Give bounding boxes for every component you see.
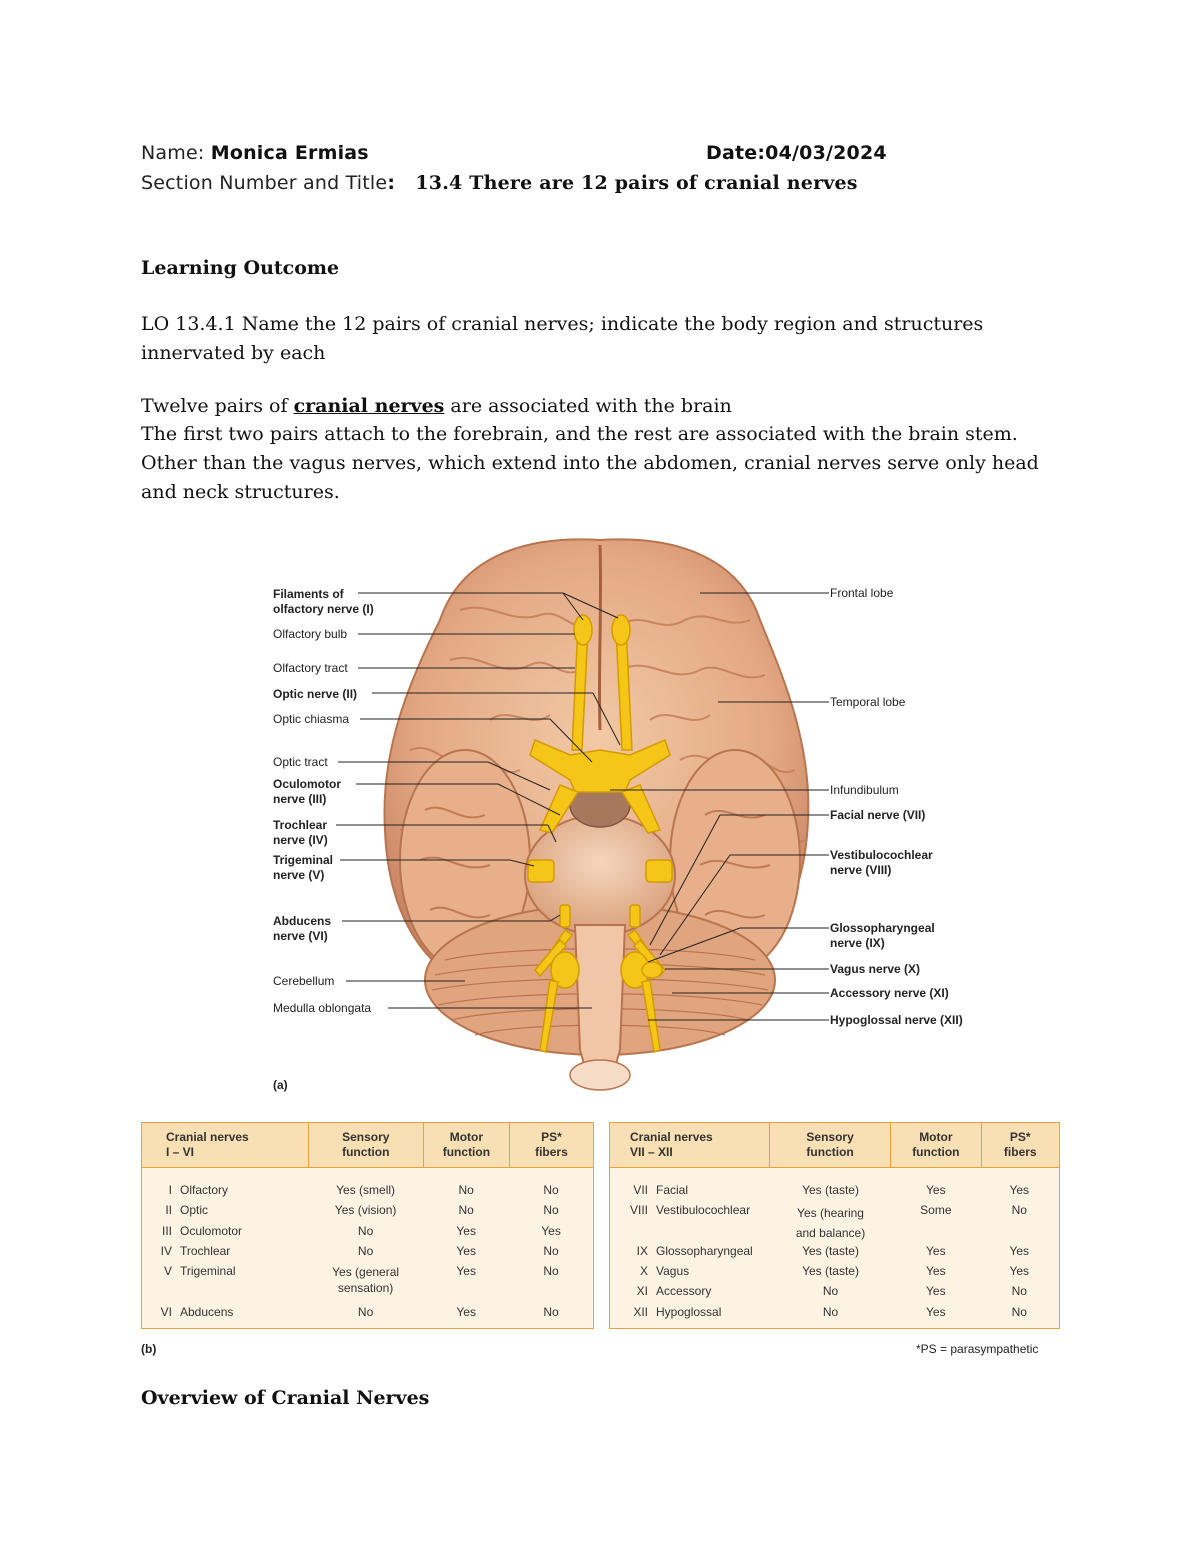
row-name: Facial xyxy=(656,1183,689,1197)
label-frontal-lobe: Frontal lobe xyxy=(830,586,894,600)
label-optic-nerve: Optic nerve (II) xyxy=(273,687,358,701)
row-motor: Yes xyxy=(456,1264,476,1279)
row-name: Glossopharyngeal xyxy=(656,1243,753,1258)
panel-a-label: (a) xyxy=(273,1078,288,1092)
intro-paragraph-1 xyxy=(141,392,1061,421)
intro-text-after: are associated with the brain xyxy=(444,395,732,417)
row-name: Olfactory xyxy=(180,1183,229,1197)
name-label: Name: xyxy=(141,142,205,164)
label-glossopharyngeal-nerve xyxy=(830,921,935,951)
label-line: Filaments of xyxy=(273,587,344,601)
label-oculomotor-nerve xyxy=(273,777,341,807)
row-sensory: Yes (smell) xyxy=(336,1183,396,1197)
row-name: Trigeminal xyxy=(180,1264,236,1279)
col-header-nerves: Cranial nerves VII – XII xyxy=(610,1123,770,1167)
row-ps: No xyxy=(543,1183,559,1197)
table-body xyxy=(610,1168,1059,1325)
label-line: nerve (VIII) xyxy=(830,863,892,877)
row-name: Accessory xyxy=(656,1284,712,1299)
col-header-sensory: Sensory function xyxy=(309,1123,424,1167)
table-header xyxy=(610,1123,1059,1168)
cranial-nerves-table-vii-xii xyxy=(609,1122,1060,1329)
row-motor: No xyxy=(458,1203,474,1218)
row-ps: No xyxy=(1011,1304,1027,1319)
label-line: Vestibulocochlear xyxy=(830,848,933,862)
row-num: III xyxy=(161,1223,172,1238)
row-num: XI xyxy=(636,1284,648,1299)
row-ps: No xyxy=(1011,1284,1027,1299)
intro-paragraph-2: The first two pairs attach to the forebrain, and the rest are associated with the brain stem. Other than the vagus nerves, which extend into the abdomen, cranial nerves serve only head and neck structures. xyxy=(141,423,1039,503)
label-optic-tract: Optic tract xyxy=(273,755,328,769)
row-ps: No xyxy=(543,1203,559,1218)
table-row xyxy=(610,1305,1059,1325)
label-temporal-lobe: Temporal lobe xyxy=(830,695,906,709)
label-vestibulocochlear-nerve xyxy=(830,848,933,878)
row-motor: Yes xyxy=(926,1243,946,1258)
label-line: Trochlear xyxy=(273,818,328,832)
section-colon: : xyxy=(387,172,396,194)
table-row xyxy=(610,1183,1059,1203)
row-num: VIII xyxy=(629,1203,648,1218)
intro-text-before: Twelve pairs of xyxy=(141,395,294,417)
row-motor: Yes xyxy=(926,1183,946,1197)
brain-figure xyxy=(260,530,1000,1100)
col-header-ps: PS* fibers xyxy=(1003,1130,1037,1159)
label-olfactory-bulb: Olfactory bulb xyxy=(273,627,348,641)
label-line: Abducens xyxy=(273,914,332,928)
row-sensory: Yes (general sensation) xyxy=(332,1265,400,1296)
row-sensory: No xyxy=(822,1304,839,1319)
label-optic-chiasma: Optic chiasma xyxy=(273,712,350,726)
row-sensory: No xyxy=(822,1284,839,1299)
row-num: IX xyxy=(636,1243,648,1258)
table-row xyxy=(142,1183,593,1203)
label-medulla-oblongata: Medulla oblongata xyxy=(273,1001,372,1015)
row-name: Oculomotor xyxy=(180,1223,243,1238)
row-name: Optic xyxy=(180,1203,209,1218)
row-ps: Yes xyxy=(1009,1183,1030,1197)
row-name: Abducens xyxy=(180,1304,234,1319)
label-filaments-olfactory xyxy=(273,587,374,617)
table-row xyxy=(142,1203,593,1223)
section-label: Section Number and Title xyxy=(141,172,388,194)
label-olfactory-tract: Olfactory tract xyxy=(273,661,348,675)
row-num: I xyxy=(168,1183,172,1197)
col-header-sensory: Sensory function xyxy=(770,1123,891,1167)
label-line: nerve (IX) xyxy=(830,936,885,950)
table-body xyxy=(142,1168,593,1325)
date-line xyxy=(706,142,887,164)
label-trigeminal-nerve xyxy=(273,853,333,883)
panel-b-label: (b) xyxy=(141,1342,157,1356)
row-motor: Yes xyxy=(926,1284,946,1299)
table-row xyxy=(142,1244,593,1264)
learning-outcome-heading: Learning Outcome xyxy=(141,257,340,279)
date-label: Date: xyxy=(706,142,766,164)
row-name: Hypoglossal xyxy=(656,1304,722,1319)
table-row xyxy=(610,1284,1059,1304)
row-name: Trochlear xyxy=(180,1243,231,1258)
row-motor: No xyxy=(458,1183,474,1197)
label-line: olfactory nerve (I) xyxy=(273,602,374,616)
col-header-motor: Motor function xyxy=(424,1123,510,1167)
row-sensory: Yes (taste) xyxy=(802,1243,859,1258)
label-line: nerve (V) xyxy=(273,868,325,882)
cranial-nerves-term: cranial nerves xyxy=(293,395,445,417)
label-line: Glossopharyngeal xyxy=(830,921,935,935)
label-line: nerve (III) xyxy=(273,792,327,806)
row-motor: Yes xyxy=(926,1264,946,1279)
cranial-nerves-table-i-vi xyxy=(141,1122,594,1329)
row-name: Vagus xyxy=(656,1264,690,1279)
col-header-ps: PS* fibers xyxy=(535,1130,568,1159)
table-row xyxy=(142,1264,593,1305)
section-title: 13.4 There are 12 pairs of cranial nerves xyxy=(415,172,858,194)
col-header-nerves: Cranial nerves I – VI xyxy=(142,1123,309,1167)
row-num: IV xyxy=(160,1243,172,1258)
table-row xyxy=(610,1203,1059,1244)
row-motor: Yes xyxy=(456,1223,476,1238)
date-value: 04/03/2024 xyxy=(765,142,887,164)
row-num: VII xyxy=(633,1183,648,1197)
row-motor: Yes xyxy=(456,1304,476,1319)
row-sensory: No xyxy=(357,1304,374,1319)
name-line xyxy=(141,142,369,164)
row-ps: Yes xyxy=(1009,1264,1030,1279)
row-num: X xyxy=(639,1264,648,1279)
label-hypoglossal-nerve: Hypoglossal nerve (XII) xyxy=(830,1013,963,1027)
row-sensory: Yes (vision) xyxy=(334,1203,397,1218)
label-infundibulum: Infundibulum xyxy=(830,783,899,797)
table-row xyxy=(142,1224,593,1244)
label-cerebellum: Cerebellum xyxy=(273,974,335,988)
label-facial-nerve: Facial nerve (VII) xyxy=(830,808,926,822)
label-vagus-nerve: Vagus nerve (X) xyxy=(830,962,921,976)
row-sensory: No xyxy=(357,1243,374,1258)
row-ps: No xyxy=(543,1264,559,1279)
overview-heading: Overview of Cranial Nerves xyxy=(141,1387,430,1409)
section-line xyxy=(141,172,858,194)
row-motor: Yes xyxy=(926,1304,946,1319)
row-sensory: Yes (taste) xyxy=(802,1264,859,1279)
row-ps: Yes xyxy=(541,1223,561,1238)
label-line: nerve (IV) xyxy=(273,833,328,847)
row-motor: Some xyxy=(920,1203,952,1218)
lo-text: LO 13.4.1 Name the 12 pairs of cranial nerves; indicate the body region and structures innervated by each xyxy=(141,313,984,364)
label-line: Trigeminal xyxy=(273,853,334,867)
table-row xyxy=(142,1305,593,1325)
row-num: XII xyxy=(633,1304,648,1319)
row-motor: Yes xyxy=(456,1243,476,1258)
row-ps: Yes xyxy=(1009,1243,1030,1258)
label-trochlear-nerve xyxy=(273,818,328,848)
name-value: Monica Ermias xyxy=(210,142,369,164)
row-sensory: No xyxy=(357,1223,374,1238)
row-name: Vestibulocochlear xyxy=(656,1203,751,1218)
table-row xyxy=(610,1264,1059,1284)
row-num: V xyxy=(163,1264,172,1279)
row-sensory: Yes (hearing and balance) xyxy=(795,1206,866,1241)
label-line: nerve (VI) xyxy=(273,929,328,943)
ps-footnote: *PS = parasympathetic xyxy=(916,1342,1039,1356)
table-header xyxy=(142,1123,593,1168)
row-num: II xyxy=(165,1203,172,1218)
label-line: Oculomotor xyxy=(273,777,341,791)
label-accessory-nerve: Accessory nerve (XI) xyxy=(830,986,949,1000)
row-sensory: Yes (taste) xyxy=(802,1183,859,1197)
label-abducens-nerve xyxy=(273,914,331,944)
table-row xyxy=(610,1244,1059,1264)
col-header-motor: Motor function xyxy=(891,1123,981,1167)
row-ps: No xyxy=(1011,1203,1027,1218)
row-num: VI xyxy=(160,1304,172,1319)
row-ps: No xyxy=(543,1243,559,1258)
row-ps: No xyxy=(543,1304,559,1319)
